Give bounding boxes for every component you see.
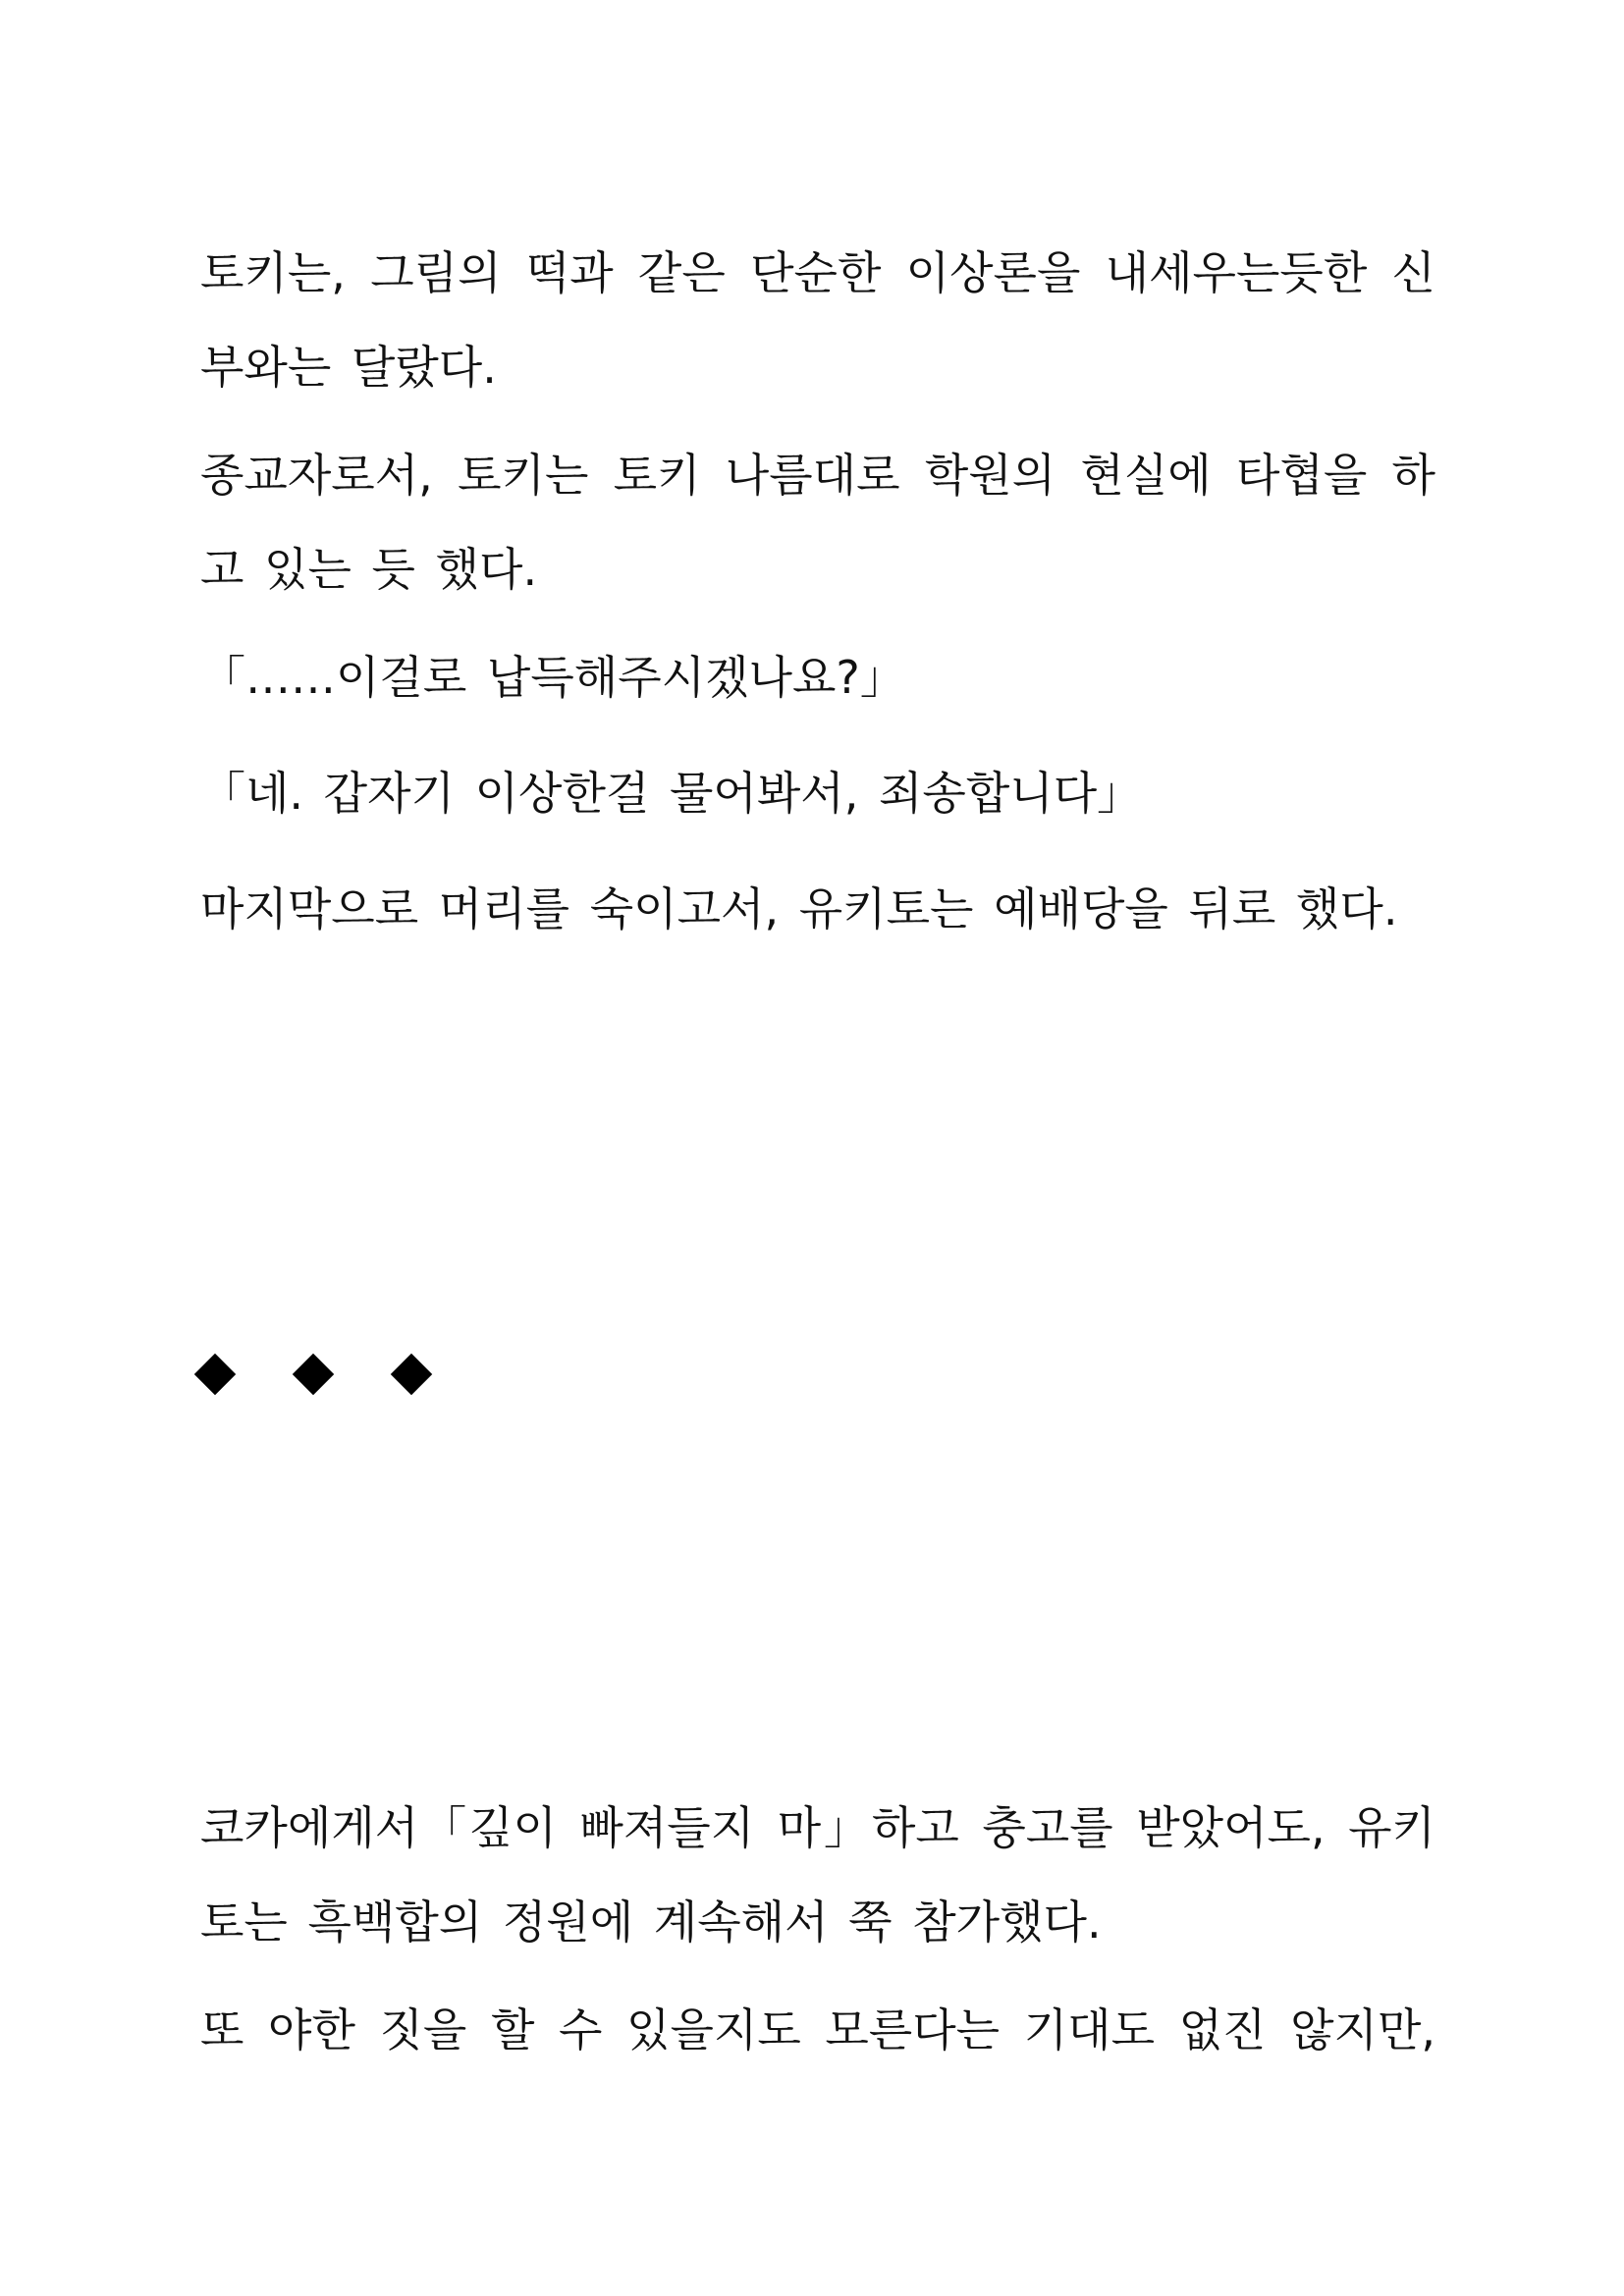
diamond-icon	[293, 1354, 334, 1395]
paragraph-line: 마지막으로 머리를 숙이고서, 유키토는 예배당을 뒤로 했다.	[200, 882, 1398, 935]
paragraph-line: 「……이걸로 납득해주시겠나요?」	[200, 651, 905, 704]
paragraph-7	[200, 1983, 1435, 2077]
paragraph-5	[200, 862, 1435, 956]
scene-break-divider	[200, 1345, 426, 1404]
paragraph-line: 코카에게서「깊이 빠져들지 마」하고 충고를 받았어도, 유키	[200, 1801, 1435, 1854]
paragraph-1	[200, 226, 1435, 414]
diamond-icon	[391, 1354, 432, 1395]
paragraph-line: 또 야한 짓을 할 수 있을지도 모른다는 기대도 없진 않지만,	[200, 2003, 1435, 2056]
paragraph-line: 고 있는 듯 했다.	[200, 543, 538, 596]
paragraph-line: 토키는, 그림의 떡과 같은 단순한 이상론을 내세우는듯한 신	[200, 246, 1435, 299]
paragraph-2	[200, 428, 1435, 616]
paragraph-3	[200, 630, 1435, 724]
paragraph-4	[200, 746, 1435, 840]
paragraph-line: 종교자로서, 토키는 토키 나름대로 학원의 현실에 타협을 하	[200, 449, 1435, 502]
paragraph-line: 「네. 갑자기 이상한걸 물어봐서, 죄송합니다」	[200, 767, 1143, 820]
diamond-icon	[194, 1354, 236, 1395]
paragraph-line: 토는 흑백합의 정원에 계속해서 쭉 참가했다.	[200, 1896, 1102, 1949]
paragraph-6	[200, 1781, 1435, 1969]
paragraph-line: 부와는 달랐다.	[200, 341, 497, 394]
